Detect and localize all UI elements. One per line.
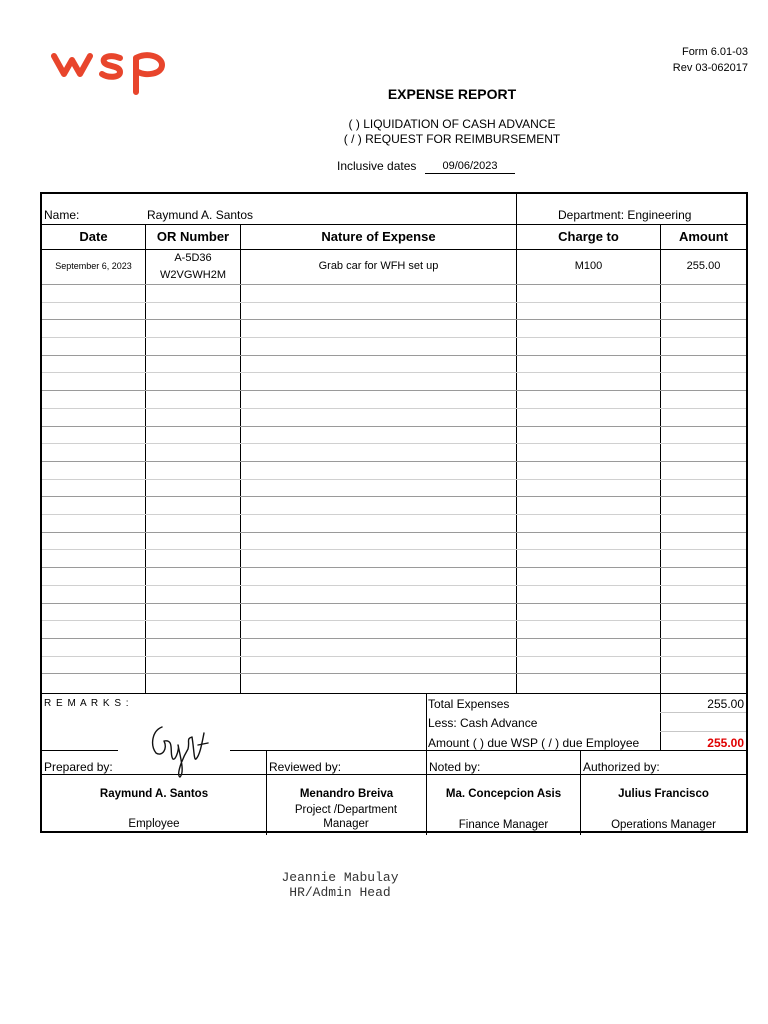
column-header-date: Date [79,229,108,244]
amount-due-value: 255.00 [707,736,744,750]
column-header-amount: Amount [678,229,729,244]
row-1-amount: 255.00 [686,260,721,272]
table-row-line [42,372,746,373]
table-row-line [42,408,746,409]
revision-number: Rev 03-062017 [672,62,748,74]
total-expenses-value: 255.00 [707,697,744,711]
column-header-nature: Nature of Expense [321,229,436,244]
table-row-line [42,496,746,497]
table-row-line [42,284,746,285]
report-title: EXPENSE REPORT [387,86,517,102]
reviewed-by-label: Reviewed by: [269,760,342,774]
row-1-charge-to: M100 [574,260,603,272]
table-row-line [42,355,746,356]
table-row-line [42,603,746,604]
department-label: Department: Engineering [558,208,692,222]
authorized-by-role: Operations Manager [611,819,716,831]
name-label: Name: [44,208,80,222]
total-expenses-label: Total Expenses [428,697,510,711]
noted-by-name: Ma. Concepcion Asis [445,788,562,800]
table-row-line [42,390,746,391]
option-liquidation: ( ) LIQUIDATION OF CASH ADVANCE [348,117,556,131]
amount-due-label: Amount ( ) due WSP ( / ) due Employee [428,736,640,750]
prepared-by-label: Prepared by: [44,760,113,774]
table-row-line [42,479,746,480]
row-1-nature: Grab car for WFH set up [318,260,439,272]
row-1-or-number [146,250,240,284]
table-row-line [42,461,746,462]
cash-advance-label: Less: Cash Advance [428,716,538,730]
table-row-line [42,549,746,550]
table-row-line [42,656,746,657]
table-row-line [42,319,746,320]
option-reimbursement: ( / ) REQUEST FOR REIMBURSEMENT [343,132,561,146]
table-row-line [42,443,746,444]
inclusive-dates-label: Inclusive dates [337,159,417,173]
table-row-line [42,567,746,568]
inclusive-dates-value: 09/06/2023 [425,160,515,174]
noted-by-label: Noted by: [429,760,481,774]
row-1-date: September 6, 2023 [55,261,132,271]
prepared-by-role: Employee [128,818,180,830]
table-row-line [42,337,746,338]
handwritten-signature [144,719,214,779]
prepared-by-name: Raymund A. Santos [99,788,209,800]
table-row-line [42,514,746,515]
noted-by-role: Finance Manager [458,819,549,831]
hr-admin-block [240,870,440,900]
hr-admin-role: HR/Admin Head [289,885,391,900]
table-row-line [42,426,746,427]
remarks-label: R E M A R K S : [44,698,130,709]
form-number-block [673,44,748,76]
authorized-by-name: Julius Francisco [618,788,709,800]
row-1-or-number-line1: A-5D36 [174,252,212,264]
column-header-charge-to: Charge to [558,229,619,244]
expense-form [40,192,748,833]
column-header-or-number: OR Number [156,229,230,244]
table-row-line [42,673,746,674]
name-value: Raymund A. Santos [147,208,254,222]
table-row-line [42,302,746,303]
reviewed-by-name: Menandro Breiva [299,788,394,800]
table-row-line [42,585,746,586]
row-1-or-number-line2: W2VGWH2M [160,269,226,281]
hr-admin-name: Jeannie Mabulay [281,870,399,885]
table-row-line [42,620,746,621]
authorized-by-label: Authorized by: [583,760,660,774]
form-number: Form 6.01-03 [681,46,748,58]
reviewed-by-role: Project /Department Manager [294,804,398,830]
table-row-line [42,532,746,533]
table-row-line [42,638,746,639]
